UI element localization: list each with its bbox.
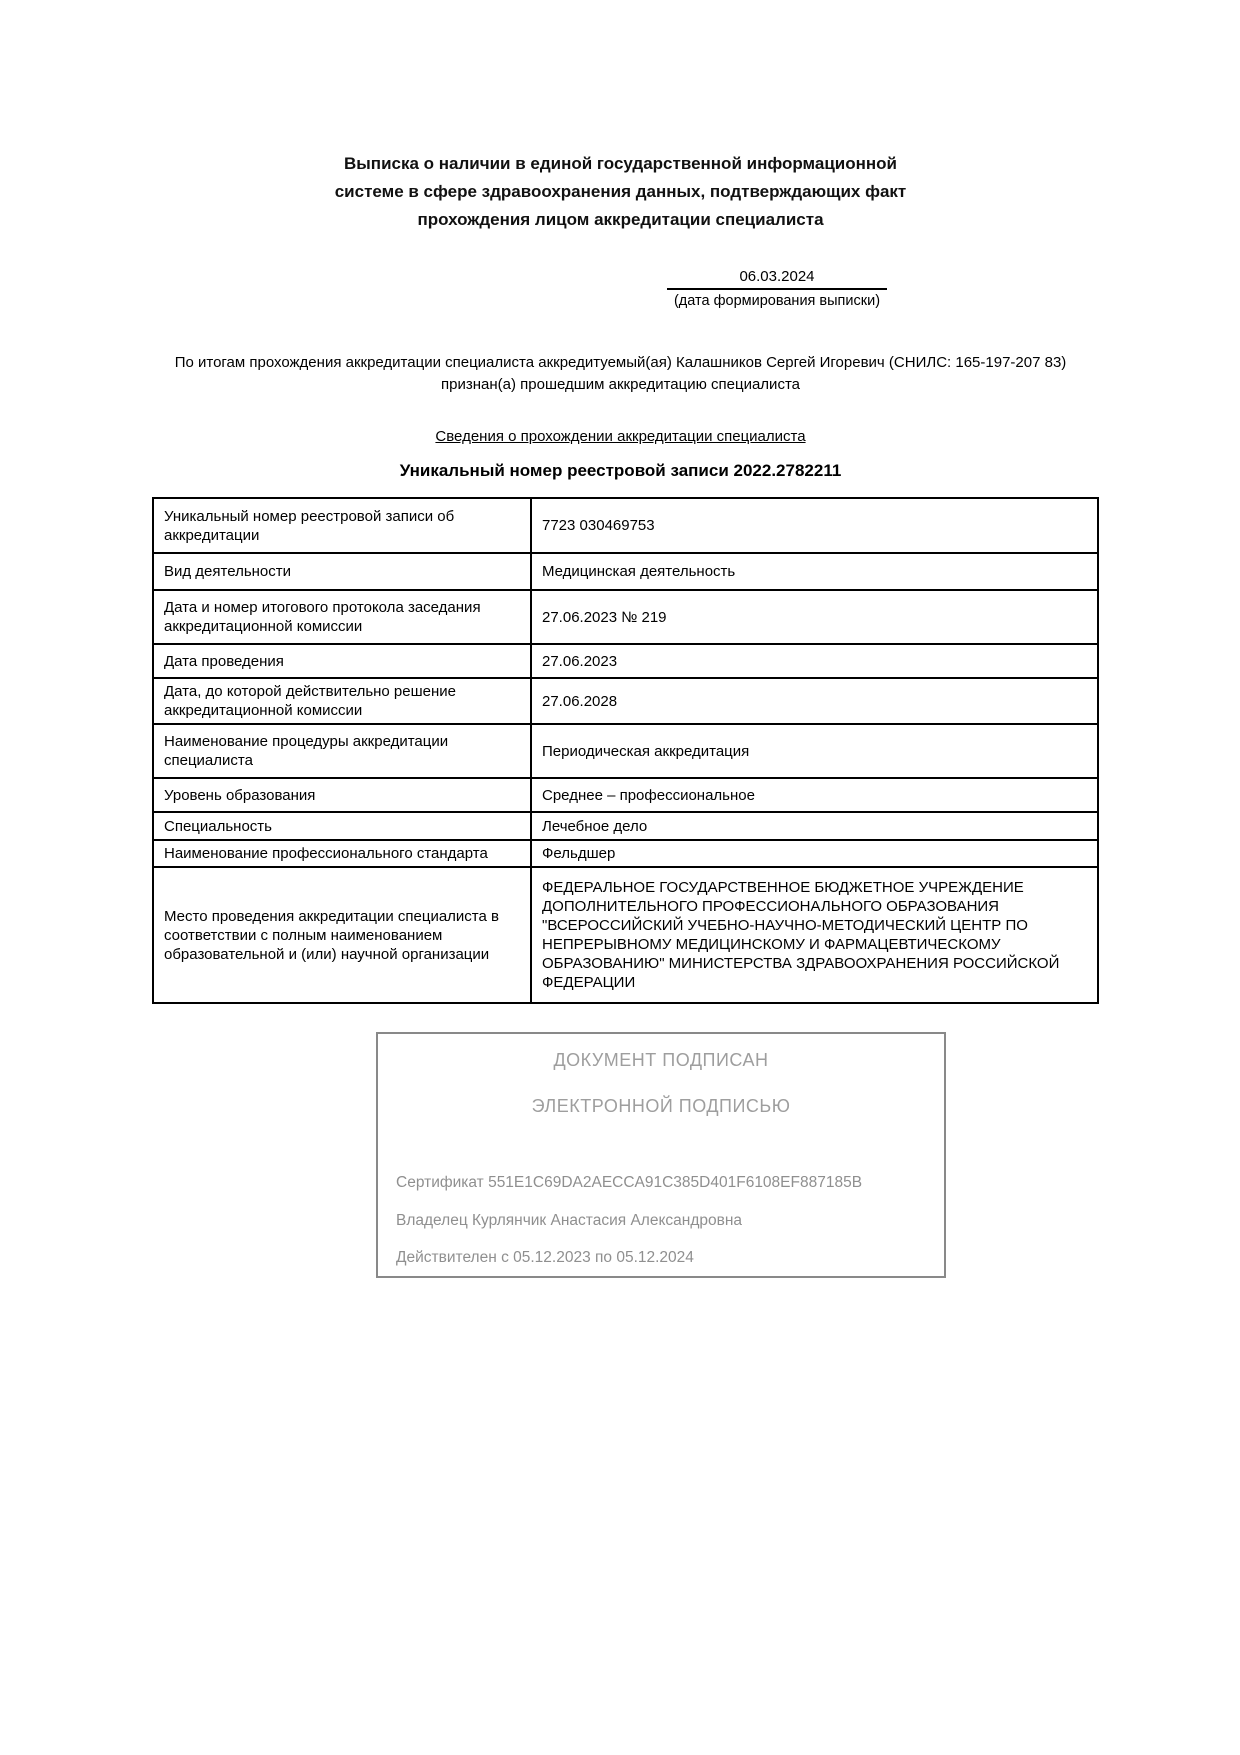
row-value: Лечебное дело [531,812,1098,840]
table-row [153,644,1098,678]
row-label: Уровень образования [153,778,531,812]
row-label: Наименование процедуры аккредитации специалиста [153,724,531,778]
row-label: Дата и номер итогового протокола заседания аккредитационной комиссии [153,590,531,644]
formation-date-block [667,268,887,309]
row-value: Среднее – профессиональное [531,778,1098,812]
row-value: ФЕДЕРАЛЬНОЕ ГОСУДАРСТВЕННОЕ БЮДЖЕТНОЕ УЧРЕЖДЕНИЕ ДОПОЛНИТЕЛЬНОГО ПРОФЕССИОНАЛЬНОГО ОБРАЗОВАНИЯ "ВСЕРОССИЙСКИЙ УЧЕБНО-НАУЧНО-МЕТОДИЧЕСКИЙ ЦЕНТР ПО НЕПРЕРЫВНОМУ МЕДИЦИНСКОМУ И ФАРМАЦЕВТИЧЕСКОМУ ОБРАЗОВАНИЮ" МИНИСТЕРСТВА ЗДРАВООХРАНЕНИЯ РОССИЙСКОЙ ФЕДЕРАЦИИ [531,867,1098,1003]
table-row [153,498,1098,553]
intro-line-2: признан(а) прошедшим аккредитацию специалиста [441,376,800,393]
row-label: Уникальный номер реестровой записи об аккредитации [153,498,531,553]
certificate-line: Сертификат 551E1C69DA2AECCA91C385D401F6108EF887185B [396,1174,863,1191]
row-value: 27.06.2023 № 219 [531,590,1098,644]
row-value: Медицинская деятельность [531,553,1098,590]
table-row [153,724,1098,778]
row-label: Дата проведения [153,644,531,678]
row-value: 27.06.2028 [531,678,1098,724]
row-value: 7723 030469753 [531,498,1098,553]
table-row [153,590,1098,644]
table-row [153,553,1098,590]
table-row [153,678,1098,724]
row-label: Специальность [153,812,531,840]
row-label: Место проведения аккредитации специалиста в соответствии с полным наименованием образовательной и (или) научной организации [153,867,531,1003]
table-row [153,867,1098,1003]
row-label: Наименование профессионального стандарта [153,840,531,867]
document-title-line-2: системе в сфере здравоохранения данных, подтверждающих факт [334,182,907,201]
owner-line: Владелец Курлянчик Анастасия Александровна [396,1212,743,1229]
document-title-line-3: прохождения лицом аккредитации специалиста [417,210,824,229]
row-value: Периодическая аккредитация [531,724,1098,778]
formation-date-caption: (дата формирования выписки) [673,293,881,309]
row-value: 27.06.2023 [531,644,1098,678]
electronic-signature-stamp [376,1032,946,1278]
row-label: Дата, до которой действительно решение аккредитационной комиссии [153,678,531,724]
row-label: Вид деятельности [153,553,531,590]
formation-date-value: 06.03.2024 [667,268,887,290]
registry-record-heading: Уникальный номер реестровой записи 2022.2782211 [399,461,842,480]
row-value: Фельдшер [531,840,1098,867]
validity-line: Действителен с 05.12.2023 по 05.12.2024 [396,1249,694,1266]
intro-paragraph [150,352,1091,396]
document-title [150,150,1091,234]
table-row [153,812,1098,840]
table-row [153,840,1098,867]
section-heading: Сведения о прохождении аккредитации специалиста [435,428,806,445]
intro-line-1: По итогам прохождения аккредитации специалиста аккредитуемый(ая) Калашников Сергей Игоревич (СНИЛС: 165-197-207 83) [174,354,1067,371]
signature-heading-line-1: ДОКУМЕНТ ПОДПИСАН [553,1050,769,1070]
document-title-line-1: Выписка о наличии в единой государственной информационной [344,154,897,173]
table-row [153,778,1098,812]
signature-heading-line-2: ЭЛЕКТРОННОЙ ПОДПИСЬЮ [531,1096,791,1116]
accreditation-table [152,497,1099,1004]
